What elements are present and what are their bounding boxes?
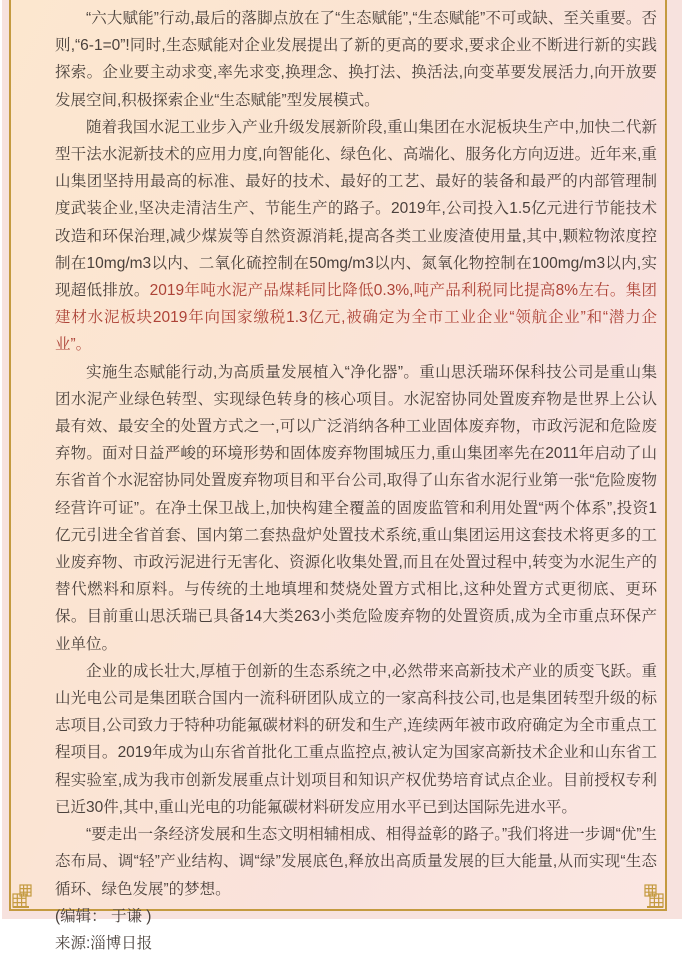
text-run: “要走出一条经济发展和生态文明相辅相成、相得益彰的路子。”我们将进一步调“优”生态布局、调“轻”产业结构、调“绿”发展底色,释放出高质量发展的巨大能量,从而实现“生态循环、绿色发展”的梦想。: [55, 826, 657, 898]
paragraph: [55, 658, 657, 821]
highlighted-text-run: 2019年吨水泥产品煤耗同比降低0.3%,吨产品利税同比提高8%左右。集团建材水泥板块2019年向国家缴税1.3亿元,被确定为全市工业企业“领航企业”和“潜力企业”。: [55, 282, 657, 354]
text-run: (编辑： 于谦 ): [55, 907, 152, 925]
article-body: [11, 0, 665, 957]
corner-ornament-icon: [642, 882, 664, 908]
text-run: 企业的成长壮大,厚植于创新的生态系统之中,必然带来高新技术产业的质变飞跃。重山光电公司是集团联合国内一流科研团队成立的一家高科技公司,也是集团转型升级的标志项目,公司致力于特种功能氟碳材料的研发和生产,连续两年被市政府确定为全市重点工程项目。2019年成为山东省首批化工重点监控点,被认定为国家高新技术企业和山东省工程实验室,成为我市创新发展重点计划项目和知识产权优势培育试点企业。目前授权专利已近30件,其中,重山光电的功能氟碳材料研发应用水平已到达国际先进水平。: [55, 662, 657, 816]
text-run: 随着我国水泥工业步入产业升级发展新阶段,重山集团在水泥板块生产中,加快二代新型干法水泥新技术的应用力度,向智能化、绿色化、高端化、服务化方向迈进。近年来,重山集团坚持用最高的标准、最好的技术、最好的工艺、最好的装备和最严的内部管理制度武装企业,坚决走清洁生产、节能生产的路子。2019年,公司投入1.5亿元进行节能技术改造和环保治理,减少煤炭等自然资源消耗,提高各类工业废渣使用量,其中,颗粒物浓度控制在10mg/m3以内、二氧化硫控制在50mg/m3以内、氮氧化物控制在100mg/m3以内,实现超低排放。: [55, 118, 657, 300]
paragraph: [55, 821, 657, 903]
gold-border-frame: [9, 0, 667, 952]
paragraph: [55, 114, 657, 359]
paragraph: [55, 903, 657, 930]
text-run: “六大赋能”行动,最后的落脚点放在了“生态赋能”,“生态赋能”不可或缺、至关重要。否则,“6-1=0”!同时,生态赋能对企业发展提出了新的更高的要求,要求企业不断进行新的实践探索。企业要主动求变,率先求变,换理念、换打法、换活法,向变革要发展活力,向开放要发展空间,积极探索企业“生态赋能”型发展模式。: [55, 10, 657, 109]
text-run: 来源:淄博日报: [55, 934, 153, 952]
paragraph: [55, 5, 657, 114]
paragraph: [55, 930, 657, 957]
text-run: 实施生态赋能行动,为高质量发展植入“净化器”。重山思沃瑞环保科技公司是重山集团水泥产业绿色转型、实现绿色转身的核心项目。水泥窑协同处置废弃物是世界上公认最有效、最安全的处置方式之一,可以广泛消纳各种工业固体废弃物，市政污泥和危险废弃物。面对日益严峻的环境形势和固体废弃物围城压力,重山集团率先在2011年启动了山东省首个水泥窑协同处置废弃物项目和平台公司,取得了山东省水泥行业第一张“危险废物经营许可证”。在净土保卫战上,加快构建全覆盖的固废监管和利用处置“两个体系”,投资1亿元引进全省首套、国内第二套热盘炉处置技术系统,重山集团运用这套技术将更多的工业废弃物、市政污泥进行无害化、资源化收集处置,而且在处置过程中,转变为水泥生产的替代燃料和原料。与传统的土地填埋和焚烧处置方式相比,这种处置方式更彻底、更环保。目前重山思沃瑞已具备14大类263小类危险废弃物的处置资质,成为全市重点环保产业单位。: [55, 363, 657, 653]
paragraph: [55, 359, 657, 658]
corner-ornament-icon: [12, 882, 34, 908]
